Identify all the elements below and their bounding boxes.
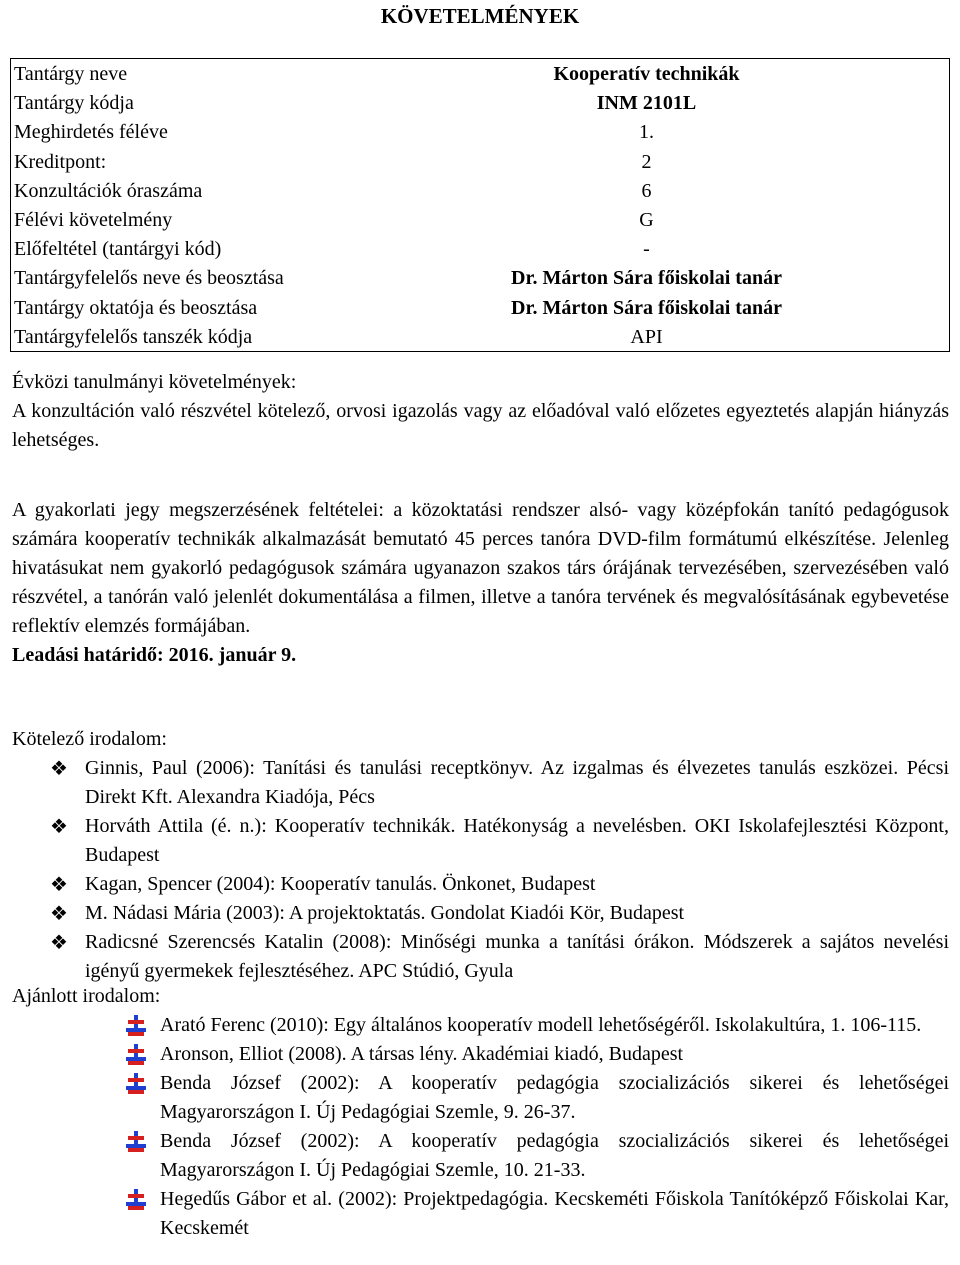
info-row: [11, 148, 949, 177]
list-item-text: M. Nádasi Mária (2003): A projektoktatás. Gondolat Kiadói Kör, Budapest: [85, 902, 685, 924]
evkozi-section: [12, 368, 949, 455]
info-row: [11, 118, 949, 147]
list-item-text: Horváth Attila (é. n.): Kooperatív technikák. Hatékonyság a nevelésben. OKI Iskolafejlesztési Központ, Budapest: [85, 815, 949, 866]
deadline-text: Leadási határidő: 2016. január 9.: [12, 644, 297, 666]
list-item: [12, 1127, 949, 1185]
info-label: Tantárgy kódja: [14, 92, 134, 115]
course-info-table: [10, 58, 950, 352]
info-label: Tantárgyfelelős tanszék kódja: [14, 325, 253, 348]
list-item: [12, 812, 949, 870]
four-diamond-star-icon: ❖: [50, 901, 68, 925]
info-value: Dr. Márton Sára főiskolai tanár: [511, 267, 782, 290]
info-label: Félévi követelmény: [14, 208, 173, 231]
info-value: Kooperatív technikák: [553, 63, 740, 85]
info-value: -: [643, 238, 650, 261]
info-label: Kreditpont:: [14, 150, 107, 173]
four-diamond-star-icon: ❖: [50, 930, 68, 954]
four-diamond-star-icon: ❖: [50, 872, 68, 896]
info-row: [11, 323, 949, 352]
info-row: [11, 177, 949, 206]
list-item-text: Benda József (2002): A kooperatív pedagógia szocializációs sikerei és lehetőségei Magyarországon I. Új Pedagógiai Szemle, 10. 21-33.: [160, 1130, 949, 1181]
four-diamond-star-icon: ❖: [50, 756, 68, 780]
list-item: [12, 1069, 949, 1127]
stacked-bars-bullet-icon: [126, 1189, 146, 1211]
info-value: API: [630, 325, 663, 348]
info-value: INM 2101L: [596, 92, 697, 115]
list-item: [12, 928, 949, 986]
list-item-text: Benda József (2002): A kooperatív pedagógia szocializációs sikerei és lehetőségei Magyarországon I. Új Pedagógiai Szemle, 9. 26-37.: [160, 1072, 949, 1123]
info-label: Tantárgy neve: [14, 63, 128, 85]
gyakorlati-text: A gyakorlati jegy megszerzésének feltételei: a közoktatási rendszer alsó- vagy középfokán tanító pedagógusok számára kooperatív technikák alkalmazását bemutató 45 perces tanóra DVD-film formátumú elkészítése. Jelenleg hivatásukat nem gyakorló pedagógusok számára ugyanazon szakos társ órájának tervezésében, szervezésében való részvétel, a tanórán való jelenlét dokumentálása a filmen, illetve a tanóra tervének és megvalósításának egybevetése reflektív elemzés formájában.: [12, 499, 949, 637]
list-item-text: Kagan, Spencer (2004): Kooperatív tanulás. Önkonet, Budapest: [85, 873, 596, 895]
info-row: [11, 60, 949, 89]
evkozi-text: A konzultáción való részvétel kötelező, orvosi igazolás vagy az előadóval való előzetes egyeztetés alapján hiányzás lehetséges.: [12, 400, 949, 451]
info-row: [11, 264, 949, 293]
info-label: Tantárgyfelelős neve és beosztása: [14, 267, 284, 290]
ajanlott-heading: Ajánlott irodalom:: [12, 985, 161, 1007]
gyakorlati-section: [12, 496, 949, 670]
list-item-text: Radicsné Szerencsés Katalin (2008): Minőségi munka a tanítási órákon. Módszerek a sajátos nevelési igényű gyermekek fejlesztéséhez. APC Stúdió, Gyula: [85, 931, 949, 982]
info-row: [11, 294, 949, 323]
info-value: Dr. Márton Sára főiskolai tanár: [511, 296, 782, 319]
stacked-bars-bullet-icon: [126, 1131, 146, 1153]
info-value: 6: [641, 179, 652, 202]
four-diamond-star-icon: ❖: [50, 814, 68, 838]
stacked-bars-bullet-icon: [126, 1073, 146, 1095]
info-value: 2: [641, 150, 652, 173]
info-row: [11, 89, 949, 118]
ajanlott-section: [12, 982, 949, 1243]
list-item: [12, 870, 949, 899]
info-label: Előfeltétel (tantárgyi kód): [14, 238, 222, 261]
ajanlott-list: [12, 1011, 949, 1243]
list-item: [12, 1185, 949, 1243]
info-label: Tantárgy oktatója és beosztása: [14, 296, 258, 319]
info-label: Meghirdetés féléve: [14, 121, 168, 144]
list-item-text: Arató Ferenc (2010): Egy általános kooperatív modell lehetőségéről. Iskolakultúra, 1. 106-115.: [160, 1014, 922, 1036]
list-item: [12, 899, 949, 928]
info-label: Konzultációk óraszáma: [14, 179, 203, 202]
list-item: [12, 1011, 949, 1040]
list-item-text: Aronson, Elliot (2008). A társas lény. Akadémiai kiadó, Budapest: [160, 1043, 684, 1065]
stacked-bars-bullet-icon: [126, 1015, 146, 1037]
page-title: KÖVETELMÉNYEK: [380, 4, 580, 28]
list-item: [12, 754, 949, 812]
stacked-bars-bullet-icon: [126, 1044, 146, 1066]
kotelezo-section: [12, 725, 949, 986]
info-value: 1.: [639, 121, 654, 144]
info-value: G: [639, 208, 654, 231]
info-row: [11, 206, 949, 235]
evkozi-heading: Évközi tanulmányi követelmények:: [12, 371, 297, 393]
info-row: [11, 235, 949, 264]
list-item-text: Ginnis, Paul (2006): Tanítási és tanulási receptkönyv. Az izgalmas és élvezetes tanulás eszközei. Pécsi Direkt Kft. Alexandra Kiadója, Pécs: [85, 757, 949, 808]
list-item: [12, 1040, 949, 1069]
kotelezo-list: [12, 754, 949, 986]
kotelezo-heading: Kötelező irodalom:: [12, 728, 167, 750]
list-item-text: Hegedűs Gábor et al. (2002): Projektpedagógia. Kecskeméti Főiskola Tanítóképző Főiskolai Kar, Kecskemét: [160, 1188, 949, 1239]
